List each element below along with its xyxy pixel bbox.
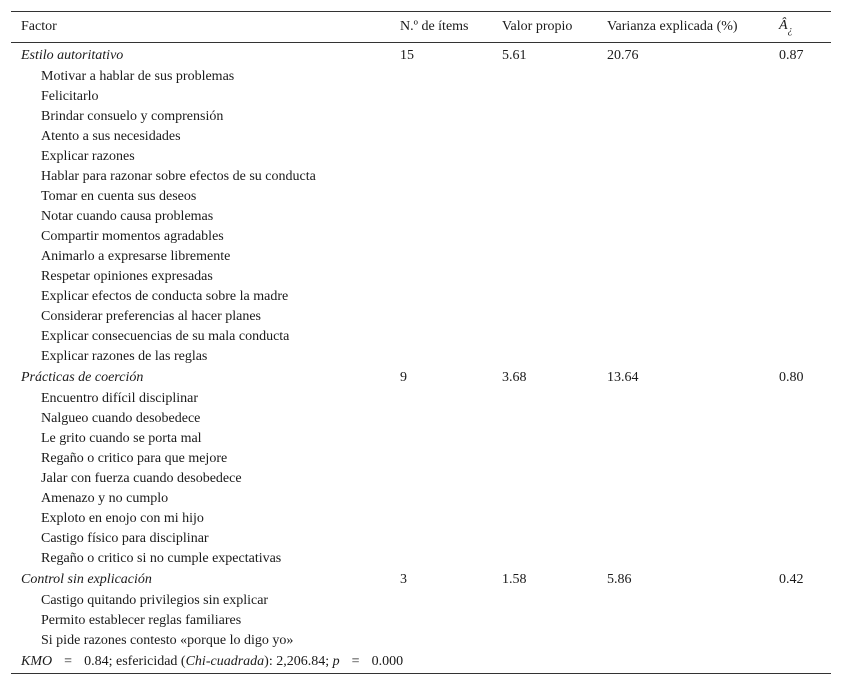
empty-cell <box>769 549 831 569</box>
empty-cell <box>390 347 492 367</box>
factor-name: Prácticas de coerción <box>21 370 144 385</box>
empty-cell <box>390 631 492 651</box>
empty-cell <box>597 429 769 449</box>
empty-cell <box>492 469 597 489</box>
empty-cell <box>769 147 831 167</box>
item-label: Brindar consuelo y comprensión <box>41 109 224 124</box>
item-label: Compartir momentos agradables <box>41 229 224 244</box>
factor-name: Control sin explicación <box>21 572 152 587</box>
empty-cell <box>769 591 831 611</box>
item-label: Motivar a hablar de sus problemas <box>41 69 235 84</box>
factor-alpha: 0.80 <box>779 370 804 385</box>
empty-cell <box>390 147 492 167</box>
empty-cell <box>492 347 597 367</box>
empty-cell <box>769 107 831 127</box>
header-eigen: Valor propio <box>502 19 573 34</box>
empty-cell <box>390 489 492 509</box>
empty-cell <box>597 549 769 569</box>
empty-cell <box>597 347 769 367</box>
empty-cell <box>769 631 831 651</box>
empty-cell <box>492 631 597 651</box>
factor-name: Estilo autoritativo <box>21 48 124 63</box>
empty-cell <box>597 187 769 207</box>
empty-cell <box>390 549 492 569</box>
empty-cell <box>769 389 831 409</box>
factor-row <box>11 367 831 389</box>
header-factor: Factor <box>21 19 57 34</box>
empty-cell <box>492 247 597 267</box>
empty-cell <box>390 87 492 107</box>
item-row <box>11 549 831 569</box>
empty-cell <box>390 389 492 409</box>
empty-cell <box>597 409 769 429</box>
empty-cell <box>597 611 769 631</box>
item-row <box>11 409 831 429</box>
factor-items: 15 <box>400 48 414 63</box>
header-alpha <box>769 12 831 43</box>
empty-cell <box>492 409 597 429</box>
empty-cell <box>390 67 492 87</box>
empty-cell <box>492 207 597 227</box>
item-label: Amenazo y no cumplo <box>41 491 169 506</box>
empty-cell <box>492 327 597 347</box>
item-row <box>11 187 831 207</box>
table-body <box>11 43 831 674</box>
empty-cell <box>597 127 769 147</box>
empty-cell <box>390 327 492 347</box>
empty-cell <box>597 489 769 509</box>
footer-note <box>11 651 831 674</box>
factor-analysis-table-container <box>11 11 831 674</box>
empty-cell <box>390 127 492 147</box>
p-equals: = <box>351 654 360 669</box>
empty-cell <box>492 227 597 247</box>
empty-cell <box>492 187 597 207</box>
empty-cell <box>769 167 831 187</box>
empty-cell <box>492 449 597 469</box>
header-alpha-sub: ¿ <box>787 24 793 36</box>
item-label: Notar cuando causa problemas <box>41 209 214 224</box>
header-items: N.º de ítems <box>400 19 469 34</box>
chi-value: ): 2,206.84; <box>264 654 333 669</box>
empty-cell <box>597 227 769 247</box>
header-alpha-base: Â <box>779 18 788 34</box>
empty-cell <box>390 409 492 429</box>
empty-cell <box>492 611 597 631</box>
empty-cell <box>769 187 831 207</box>
empty-cell <box>492 267 597 287</box>
empty-cell <box>597 631 769 651</box>
empty-cell <box>597 87 769 107</box>
empty-cell <box>769 227 831 247</box>
chi-label: Chi-cuadrada <box>185 654 265 669</box>
empty-cell <box>390 611 492 631</box>
empty-cell <box>492 107 597 127</box>
empty-cell <box>597 469 769 489</box>
empty-cell <box>769 489 831 509</box>
empty-cell <box>769 307 831 327</box>
empty-cell <box>769 247 831 267</box>
table-header <box>11 12 831 43</box>
item-label: Regaño o critico para que mejore <box>41 451 228 466</box>
item-label: Castigo quitando privilegios sin explicar <box>41 593 269 608</box>
item-row <box>11 429 831 449</box>
empty-cell <box>769 327 831 347</box>
factor-items: 3 <box>400 572 407 587</box>
item-label: Explicar razones de las reglas <box>41 349 208 364</box>
item-row <box>11 107 831 127</box>
empty-cell <box>597 267 769 287</box>
empty-cell <box>597 67 769 87</box>
table-footer-row <box>11 651 831 674</box>
empty-cell <box>492 67 597 87</box>
kmo-value: 0.84; esfericidad ( <box>84 654 186 669</box>
item-row <box>11 449 831 469</box>
item-label: Considerar preferencias al hacer planes <box>41 309 261 324</box>
factor-row <box>11 43 831 68</box>
empty-cell <box>390 107 492 127</box>
empty-cell <box>597 207 769 227</box>
item-row <box>11 147 831 167</box>
item-row <box>11 67 831 87</box>
empty-cell <box>769 267 831 287</box>
empty-cell <box>769 611 831 631</box>
kmo-label: KMO <box>21 654 53 669</box>
empty-cell <box>597 287 769 307</box>
item-label: Animarlo a expresarse libremente <box>41 249 231 264</box>
factor-eigen: 1.58 <box>502 572 527 587</box>
empty-cell <box>597 247 769 267</box>
item-label: Permito establecer reglas familiares <box>41 613 242 628</box>
empty-cell <box>390 449 492 469</box>
item-label: Nalgueo cuando desobedece <box>41 411 201 426</box>
empty-cell <box>597 307 769 327</box>
empty-cell <box>597 147 769 167</box>
item-row <box>11 631 831 651</box>
item-label: Exploto en enojo con mi hijo <box>41 511 204 526</box>
item-row <box>11 489 831 509</box>
item-label: Jalar con fuerza cuando desobedece <box>41 471 242 486</box>
item-row <box>11 529 831 549</box>
item-row <box>11 287 831 307</box>
header-row <box>11 12 831 43</box>
empty-cell <box>492 389 597 409</box>
factor-analysis-table <box>11 11 831 674</box>
empty-cell <box>769 67 831 87</box>
item-label: Hablar para razonar sobre efectos de su conducta <box>41 169 316 184</box>
p-value: 0.000 <box>371 654 404 669</box>
item-row <box>11 207 831 227</box>
item-row <box>11 509 831 529</box>
item-row <box>11 267 831 287</box>
item-label: Regaño o critico si no cumple expectativas <box>41 551 282 566</box>
empty-cell <box>769 87 831 107</box>
empty-cell <box>390 187 492 207</box>
empty-cell <box>390 591 492 611</box>
item-label: Le grito cuando se porta mal <box>41 431 202 446</box>
empty-cell <box>492 307 597 327</box>
item-row <box>11 127 831 147</box>
item-row <box>11 469 831 489</box>
factor-alpha: 0.87 <box>779 48 804 63</box>
item-label: Felicitarlo <box>41 89 99 104</box>
factor-eigen: 3.68 <box>502 370 527 385</box>
empty-cell <box>492 167 597 187</box>
empty-cell <box>769 469 831 489</box>
empty-cell <box>597 449 769 469</box>
empty-cell <box>390 509 492 529</box>
empty-cell <box>769 347 831 367</box>
item-label: Tomar en cuenta sus deseos <box>41 189 197 204</box>
item-label: Explicar consecuencias de su mala conducta <box>41 329 290 344</box>
item-row <box>11 611 831 631</box>
empty-cell <box>769 287 831 307</box>
factor-eigen: 5.61 <box>502 48 527 63</box>
empty-cell <box>597 509 769 529</box>
item-row <box>11 167 831 187</box>
item-row <box>11 591 831 611</box>
empty-cell <box>390 227 492 247</box>
empty-cell <box>597 389 769 409</box>
empty-cell <box>492 287 597 307</box>
item-row <box>11 389 831 409</box>
item-label: Explicar efectos de conducta sobre la madre <box>41 289 289 304</box>
empty-cell <box>769 207 831 227</box>
item-row <box>11 327 831 347</box>
item-label: Encuentro difícil disciplinar <box>41 391 199 406</box>
item-label: Castigo físico para disciplinar <box>41 531 209 546</box>
p-label: p <box>332 654 340 669</box>
empty-cell <box>769 449 831 469</box>
item-row <box>11 347 831 367</box>
factor-alpha: 0.42 <box>779 572 804 587</box>
empty-cell <box>390 429 492 449</box>
empty-cell <box>390 307 492 327</box>
factor-variance: 20.76 <box>607 48 639 63</box>
item-label: Si pide razones contesto «porque lo digo yo» <box>41 633 294 648</box>
item-row <box>11 227 831 247</box>
empty-cell <box>597 529 769 549</box>
item-row <box>11 87 831 107</box>
empty-cell <box>769 127 831 147</box>
empty-cell <box>769 409 831 429</box>
factor-row <box>11 569 831 591</box>
empty-cell <box>769 529 831 549</box>
empty-cell <box>597 591 769 611</box>
item-label: Explicar razones <box>41 149 135 164</box>
item-row <box>11 307 831 327</box>
empty-cell <box>597 107 769 127</box>
empty-cell <box>492 127 597 147</box>
empty-cell <box>597 327 769 347</box>
item-row <box>11 247 831 267</box>
factor-items: 9 <box>400 370 407 385</box>
empty-cell <box>769 429 831 449</box>
empty-cell <box>492 489 597 509</box>
empty-cell <box>492 549 597 569</box>
empty-cell <box>492 529 597 549</box>
empty-cell <box>492 429 597 449</box>
empty-cell <box>492 591 597 611</box>
kmo-equals: = <box>64 654 73 669</box>
factor-variance: 5.86 <box>607 572 632 587</box>
factor-variance: 13.64 <box>607 370 639 385</box>
empty-cell <box>390 287 492 307</box>
empty-cell <box>390 247 492 267</box>
empty-cell <box>492 147 597 167</box>
empty-cell <box>390 167 492 187</box>
empty-cell <box>597 167 769 187</box>
empty-cell <box>492 87 597 107</box>
empty-cell <box>492 509 597 529</box>
header-variance: Varianza explicada (%) <box>607 19 738 34</box>
empty-cell <box>769 509 831 529</box>
empty-cell <box>390 267 492 287</box>
item-label: Atento a sus necesidades <box>41 129 181 144</box>
item-label: Respetar opiniones expresadas <box>41 269 213 284</box>
empty-cell <box>390 469 492 489</box>
empty-cell <box>390 529 492 549</box>
empty-cell <box>390 207 492 227</box>
